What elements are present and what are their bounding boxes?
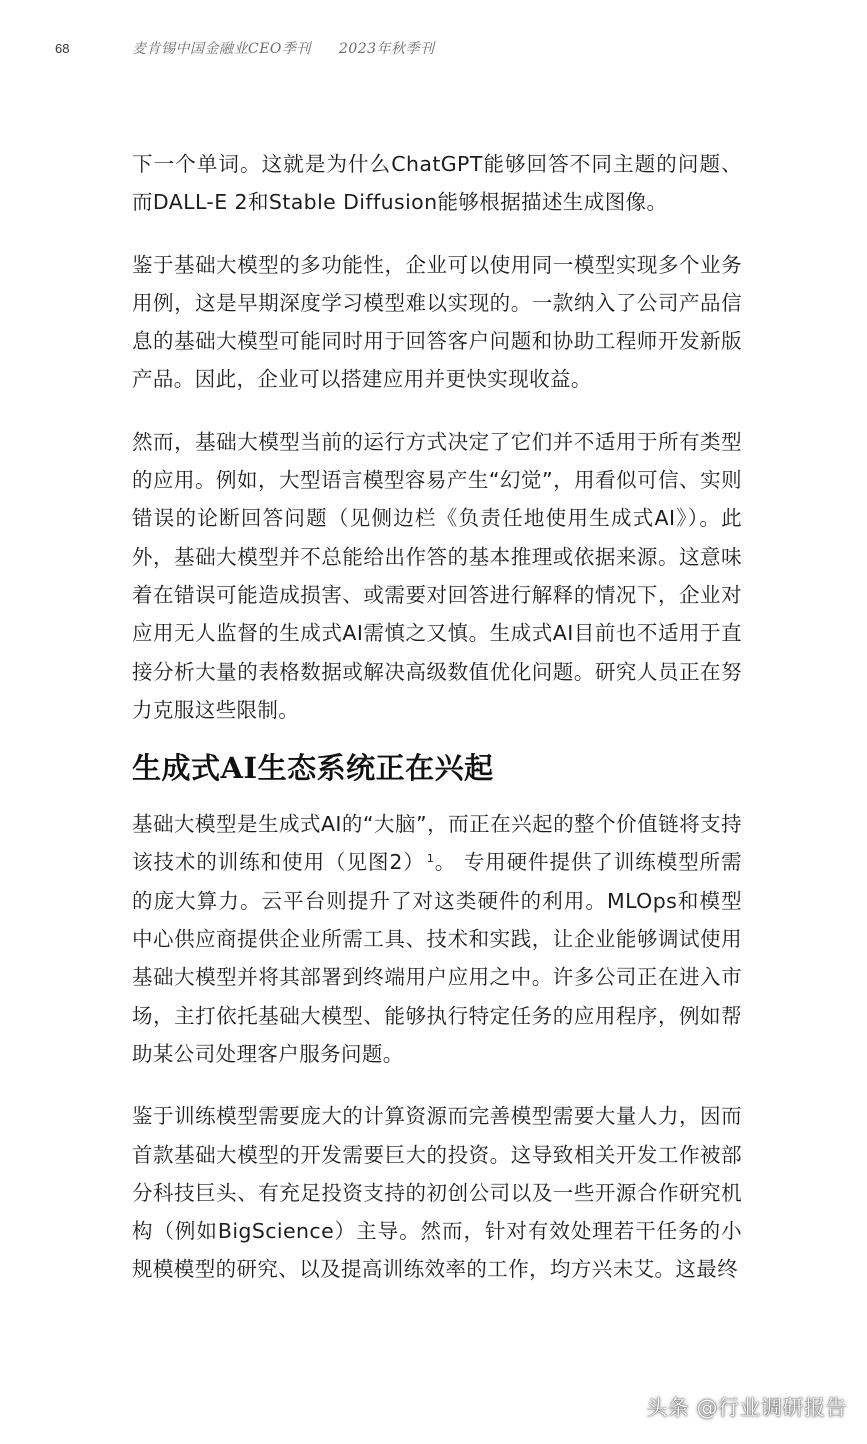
paragraph-3: 然而，基础大模型当前的运行方式决定了它们并不适用于所有类型的应用。例如，大型语言模型容易产生“幻觉”，用看似可信、实则错误的论断回答问题（见侧边栏《负责任地使用生成式AI》）。此外，基础大模型并不总能给出作答的基本推理或依据来源。这意味着在错误可能造成损害、或需要对回答进行解释的情况下，企业对应用无人监督的生成式AI需慎之又慎。生成式AI目前也不适用于直接分析大量的表格数据或解决高级数值优化问题。研究人员正在努力克服这些限制。 [132,429,742,722]
paragraph-4 [132,805,742,1073]
watermark: 头条 @行业调研报告 [646,1396,847,1420]
footnote-reference[interactable]: 1 [426,851,435,865]
paragraph-4-text-b: 。 专用硬件提供了训练模型所需的庞大算力。云平台则提升了对这类硬件的利用。MLOps和模型中心供应商提供企业所需工具、技术和实践，让企业能够调试使用基础大模型并将其部署到终端用户应用之中。许多公司正在进入市场，主打依托基础大模型、能够执行特定任务的应用程序，例如帮助某公司处理客户服务问题。 [132,850,743,1066]
page-number: 68 [55,40,70,56]
article-body [132,145,742,1313]
paragraph-1: 下一个单词。这就是为什么ChatGPT能够回答不同主题的问题、而DALL-E 2和Stable Diffusion能够根据描述生成图像。 [132,152,742,215]
publication-title: 麦肯锡中国金融业CEO季刊 [132,41,311,57]
paragraph-4-text-a: 基础大模型是生成式AI的“大脑”，而正在兴起的整个价值链将支持该技术的训练和使用（见图2） [132,812,742,875]
paragraph-5: 鉴于训练模型需要庞大的计算资源而完善模型需要大量人力，因而首款基础大模型的开发需要巨大的投资。这导致相关开发工作被部分科技巨头、有充足投资支持的初创公司以及一些开源合作研究机构（例如BigScience）主导。然而，针对有效处理若干任务的小规模模型的研究、以及提高训练效率的工作，均方兴未艾。这最终 [132,1104,742,1282]
publication-issue: 2023年秋季刊 [338,41,435,57]
running-header [55,36,827,60]
paragraph-2: 鉴于基础大模型的多功能性，企业可以使用同一模型实现多个业务用例，这是早期深度学习模型难以实现的。一款纳入了公司产品信息的基础大模型可能同时用于回答客户问题和协助工程师开发新版产品。因此，企业可以搭建应用并更快实现收益。 [132,252,742,392]
section-heading: 生成式AI生态系统正在兴起 [132,751,494,786]
